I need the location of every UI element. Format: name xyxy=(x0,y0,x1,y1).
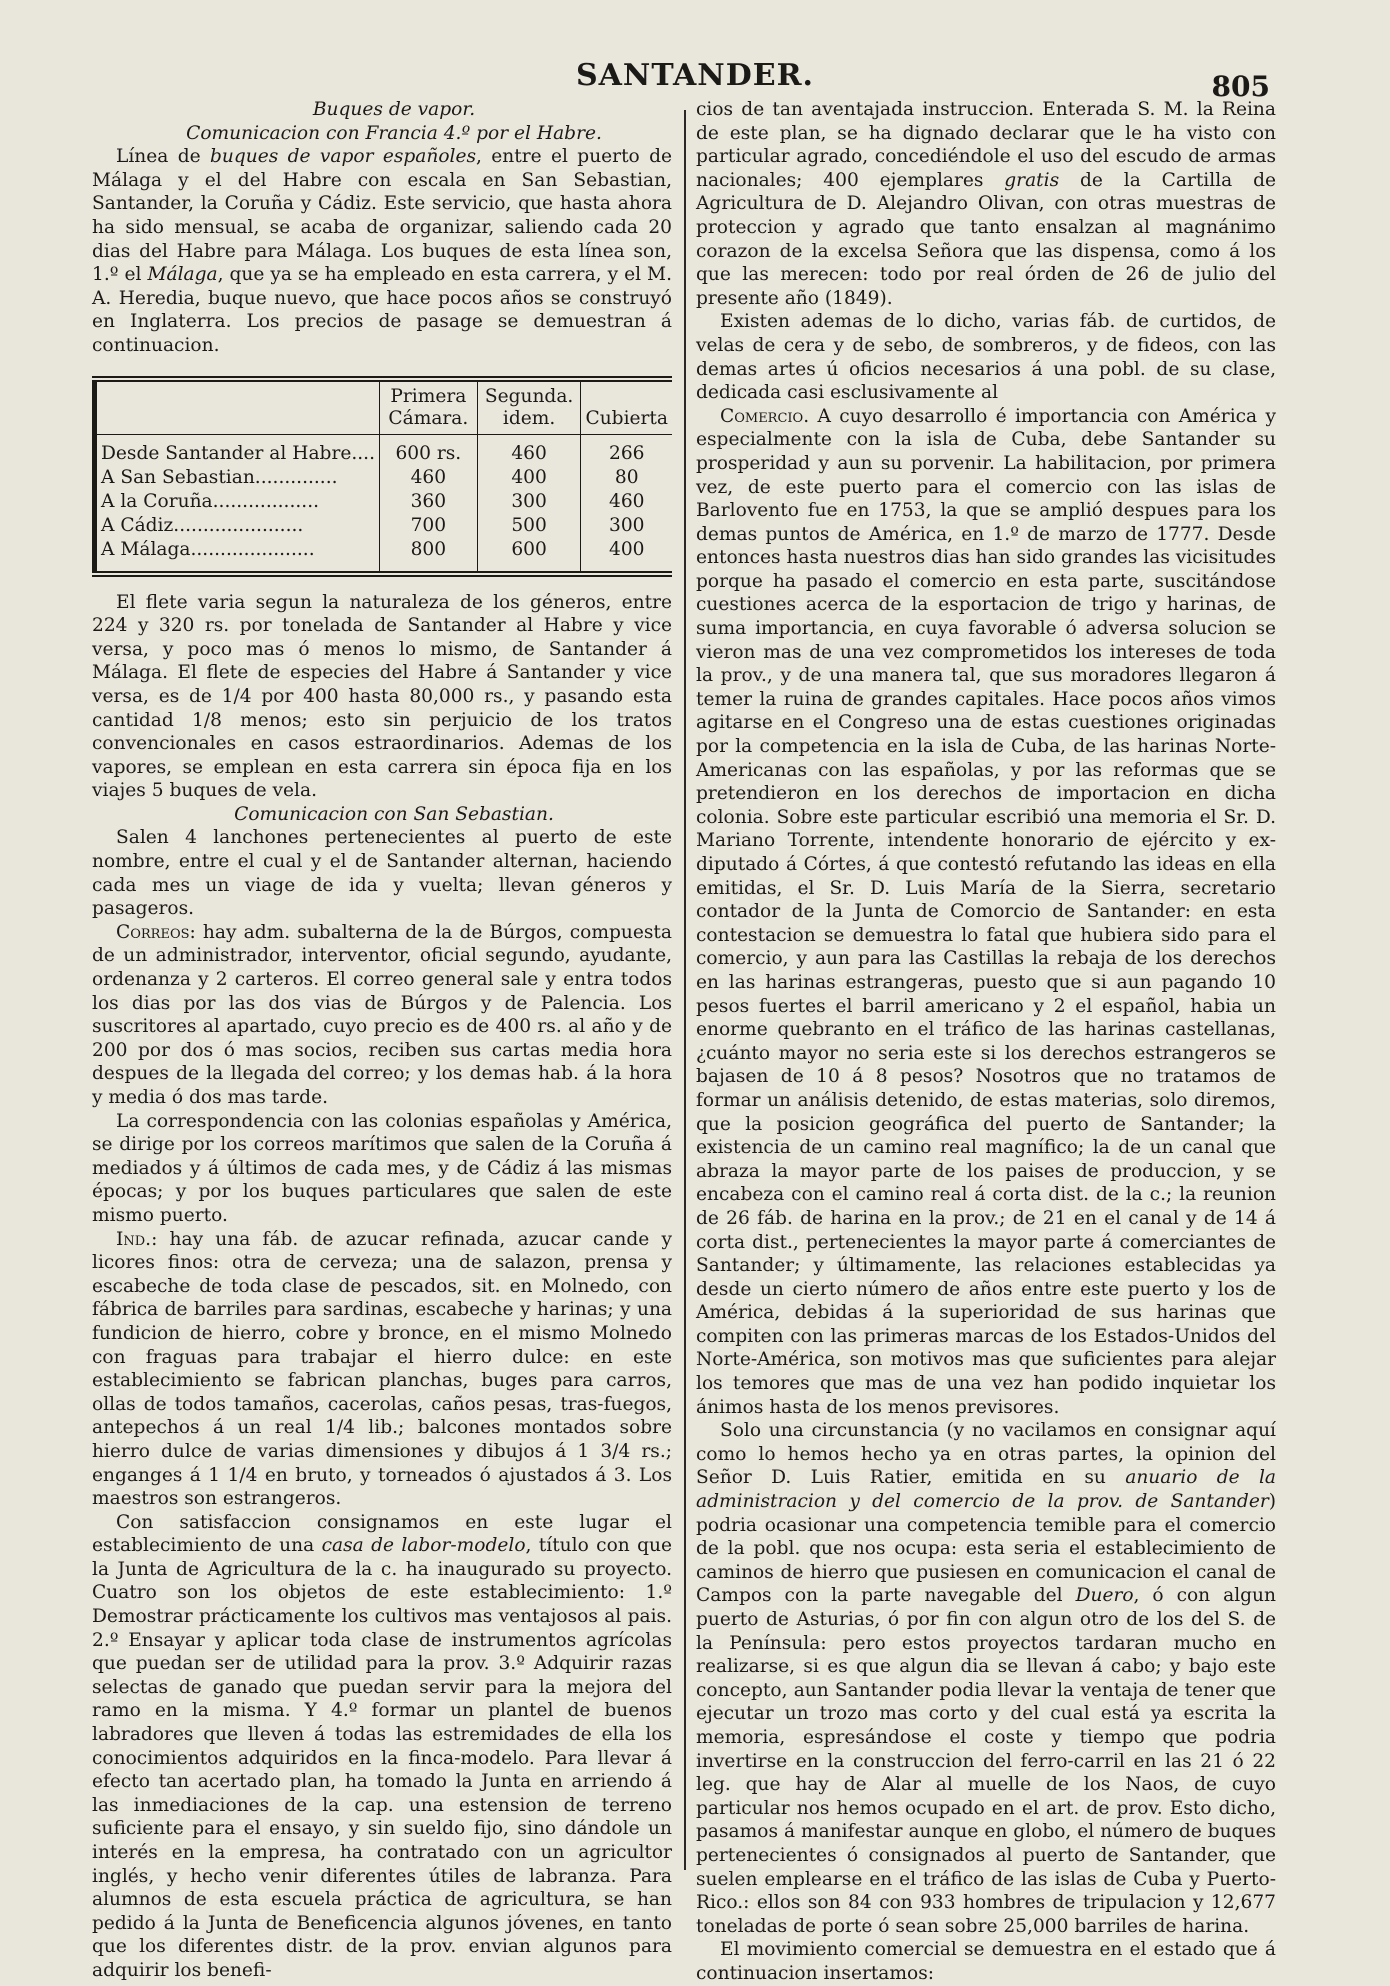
fare-cell: 400 xyxy=(581,538,672,574)
fare-cell: 400 xyxy=(477,466,581,490)
route-cell: A Cádiz...................... xyxy=(101,514,304,536)
paragraph-continuation: cios de tan aventajada instruccion. Enterada S. M. la Reina de este plan, se ha dignado declarar que le ha visto con particular agrado, concediéndole el uso del escudo de armas nacionales; 400 ejemplares gratis de la Cartilla de Agricultura de D. Alejandro Olivan, con otras muestras de proteccion y agrado que tanto ensalzan al magnánimo corazon de la excelsa Señora que las dispensa, como á los que las merecen: todo por real órden de 26 de julio del presente año (1849). xyxy=(696,99,1276,309)
paragraph-movimiento: El movimiento comercial se demuestra en el estado que á continuacion insertamos: xyxy=(696,1939,1276,1984)
paragraph-freight: El flete varia segun la naturaleza de los géneros, entre 224 y 320 rs. por tonelada de Santander al Habre y vice versa, y poco mas ó menos lo mismo, de Santander á Málaga. El flete de especies del Habre á Santander y vice versa, es de 1/4 por 400 hasta 80,000 rs., y pasando esta cantidad 1/8 menos; esto sin perjuicio de los tratos convencionales en casos estraordinarios. Ademas de los vapores, se emplean en esta carrera sin época fija en los viajes 5 buques de vela. xyxy=(92,591,672,802)
running-head: SANTANDER. xyxy=(575,58,814,93)
fare-header-deck: Cubierta xyxy=(581,379,672,435)
paragraph-comercio: Comercio. A cuyo desarrollo é importancia con América y especialmente con la isla de Cuba, debe Santander su prosperidad y aun su porvenir. La habilitacion, por primera vez, de este puerto para el comercio con las islas de Barlovento fue en 1753, la que se amplió despues para los demas puntos de América, en 1.º de marzo de 1777. Desde entonces hasta nuestros dias han sido grandes las vicisitudes porque ha pasado el comercio en esta parte, suscitándose cuestiones acerca de la esportacion de trigo y harinas, de suma importancia, en cuya favorable ó adversa solucion se vieron mas de una vez comprometidos los intereses de toda la prov., y de una manera tal, que sus moradores llegaron á temer la ruina de grandes capitales. Hace pocos años vimos agitarse en el Congreso una de estas cuestiones originadas por la competencia en la isla de Cuba, de las harinas Norte-Americanas con las españolas, y por las reformas que se pretendieron en los derechos de importacion en dicha colonia. Sobre este particular escribió una memoria el Sr. D. Mariano Torrente, intendente honorario de ejército y ex-diputado á Córtes, á que contestó refutando las ideas en ella emitidas, el Sr. D. Luis María de la Sierra, secretario contador de la Junta de Comorcio de Santander: en esta contestacion se demuestra lo fatal que hubiera sido para el comercio, y aun para las Castillas la rebaja de los derechos en las harinas estrangeras, puesto que si aun pagando 10 pesos fuertes el barril americano y 2 el español, habia un enorme quebranto en el tráfico de las harinas castellanas, ¿cuánto mayor no seria este si los derechos estrangeros se bajasen de 10 á 8 pesos? Nosotros que no tratamos de formar un análisis detenido, de estas materias, solo diremos, que la posicion geográfica del puerto de Santander; la existencia de un camino real magnífico; la de un canal que abraza la mayor parte de los paises de produccion, y se encabeza con el camino real á corta dist. de la c.; la reunion de 26 fáb. de harina en la prov.; de 21 en el canal y de 14 á corta dist., pertenecientes la mayor parte á comerciantes de Santander; y últimamente, las relaciones establecidas ya desde un cierto número de años entre este puerto y los de América, debidas á la superioridad de sus harinas que compiten con las primeras marcas de los Estados-Unidos del Norte-América, son motivos mas que suficientes para alejar los temores que mas de una vez han podido inquietar los ánimos hasta de los menos previsores. xyxy=(696,405,1276,1418)
table-row xyxy=(95,490,673,514)
fare-cell: 600 xyxy=(477,538,581,574)
paragraph-casa-labor: Con satisfaccion consignamos en este lugar el establecimiento de una casa de labor-modelo, título con que la Junta de Agricultura de la c. ha inaugurado su proyecto. Cuatro son los objetos de este establecimiento: 1.º Demostrar prácticamente los cultivos mas ventajosos al pais. 2.º Ensayar y aplicar toda clase de instrumentos agrícolas que puedan ser de utilidad para la prov. 3.º Adquirir razas selectas de ganado que puedan servir para la mejora del ramo en la misma. Y 4.º formar un plantel de buenos labradores que lleven á todas las estremidades de ella los conocimientos adquiridos en la finca-modelo. Para llevar á efecto tan acertado plan, ha tomado la Junta en arriendo á las inmediaciones de la cap. una estension de terreno suficiente para el ensayo, y sin sueldo fijo, sino dándole un interés en la empresa, ha contratado con un agricultor inglés, y hecho venir diferentes útiles de labranza. Para alumnos de esta escuela práctica de agricultura, se han pedido á la Junta de Beneficencia algunos jóvenes, en tanto que los diferentes distr. de la prov. envian algunos para adquirir los benefi- xyxy=(92,1511,672,1981)
paragraph-industria: Ind.: hay una fáb. de azucar refinada, azucar cande y licores finos: otra de cerveza; una de salazon, prensa y escabeche de toda clase de pescados, sit. en Molnedo, con fábrica de barriles para sardinas, escabeche y harinas; y una fundicion de hierro, cobre y bronce, en el mismo Molnedo con fraguas para trabajar el hierro dulce: en este establecimiento se fabrican planchas, buges para carros, ollas de todos tamaños, cacerolas, caños pesas, tras-fuegos, antepechos á un real 1/4 lib.; balcones montados sobre hierro dulce de varias dimensiones y dibujos á 1 3/4 rs.; enganges á 1 1/4 en bruto, y torneados ó ajustados á 3. Los maestros son estrangeros. xyxy=(92,1228,672,1510)
page-number: 805 xyxy=(1211,70,1270,103)
fare-cell: 500 xyxy=(477,514,581,538)
fare-cell: 460 xyxy=(380,466,478,490)
fare-cell: 460 xyxy=(581,490,672,514)
route-cell: A Málaga..................... xyxy=(101,538,315,560)
route-cell: Desde Santander al Habre.... xyxy=(101,442,375,464)
left-column xyxy=(92,98,672,1983)
fare-table-header xyxy=(95,379,673,435)
fare-cell: 360 xyxy=(380,490,478,514)
section-heading-france: Comunicacion con Francia 4.º por el Habre. xyxy=(186,122,602,144)
fare-header-first: Primera Cámara. xyxy=(380,379,478,435)
fare-cell: 80 xyxy=(581,466,672,490)
column-divider xyxy=(684,110,686,1870)
paragraph-fabricas: Existen ademas de lo dicho, varias fáb. de curtidos, de velas de cera y de sebo, de sombreros, y de fideos, con las demas artes ú oficios necesarios á una pobl. de su clase, dedicada casi esclusivamente al xyxy=(696,311,1276,404)
table-row xyxy=(95,514,673,538)
paragraph-correspondencia: La correspondencia con las colonias españolas y América, se dirige por los correos marítimos que salen de la Coruña á mediados y á últimos de cada mes, y de Cádiz á las mismas épocas; y por los buques particulares que salen de este mismo puerto. xyxy=(92,1110,672,1226)
fare-header-second: Segunda. idem. xyxy=(477,379,581,435)
fare-cell: 266 xyxy=(581,434,672,466)
section-heading-steamships: Buques de vapor. xyxy=(312,99,476,120)
right-column xyxy=(696,98,1276,1986)
paragraph-steam-line: Línea de buques de vapor españoles, entre el puerto de Málaga y el del Habre con escala en San Sebastian, Santander, la Coruña y Cádiz. Este servicio, que hasta ahora ha sido mensual, se acaba de organizar, saliendo cada 20 dias del Habre para Málaga. Los buques de esta línea son, 1.º el Málaga, que ya se ha empleado en esta carrera, y el M. A. Heredia, buque nuevo, que hace pocos años se construyó en Inglaterra. Los precios de pasage se demuestran á continuacion. xyxy=(92,146,672,356)
route-cell: A la Coruña.................. xyxy=(101,490,320,512)
route-cell: A San Sebastian.............. xyxy=(101,466,338,488)
paragraph-ferrocarril: Solo una circunstancia (y no vacilamos en consignar aquí como lo hemos hecho ya en otras partes, la opinion del Señor D. Luis Ratier, emitida en su anuario de la administracion y del comercio de la prov. de Santander) podria ocasionar una competencia temible para el comercio de la pobl. que nos ocupa: esta seria el establecimiento de caminos de hierro que pusiesen en comunicacion el canal de Campos con la parte navegable del Duero, ó con algun puerto de Asturias, ó por fin con algun otro de los del S. de la Península: pero estos proyectos tardaran mucho en realizarse, si es que algun dia se llevan á cabo; y bajo este concepto, aun Santander podia llevar la ventaja de tener que ejecutar un trozo mas corto y del cual está ya escrita la memoria, espresándose el coste y tiempo que podria invertirse en la construccion del ferro-carril en las 21 ó 22 leg. que hay de Alar al muelle de los Naos, de cuyo particular nos hemos ocupado en el art. de prov. Esto dicho, pasamos á manifestar aunque en globo, el número de buques pertenecientes ó consignados al puerto de Santander, que suelen emplearse en el tráfico de las islas de Cuba y Puerto-Rico.: ellos son 84 con 933 hombres de tripulacion y 12,677 toneladas de porte ó sean sobre 25,000 barriles de harina. xyxy=(696,1420,1276,1937)
table-row xyxy=(95,434,673,466)
fare-cell: 700 xyxy=(380,514,478,538)
section-heading-san-sebastian: Comunicacion con San Sebastian. xyxy=(234,803,554,825)
table-row xyxy=(95,538,673,574)
fare-cell: 600 rs. xyxy=(380,434,478,466)
fare-header-route xyxy=(95,379,380,435)
fare-cell: 300 xyxy=(477,490,581,514)
fare-table xyxy=(92,376,672,577)
fare-cell: 300 xyxy=(581,514,672,538)
fare-cell: 800 xyxy=(380,538,478,574)
fare-cell: 460 xyxy=(477,434,581,466)
paragraph-correos: Correos: hay adm. subalterna de la de Búrgos, compuesta de un administrador, interventor, oficial segundo, ayudante, ordenanza y 2 carteros. El correo general sale y entra todos los dias por las dos vias de Búrgos y de Palencia. Los suscritores al apartado, cuyo precio es de 400 rs. al año y de 200 por dos ó mas socios, reciben sus cartas media hora despues de la llegada del correo; y los demas hab. á la hora y media ó dos mas tarde. xyxy=(92,921,672,1108)
table-row xyxy=(95,466,673,490)
paragraph-lanchones: Salen 4 lanchones pertenecientes al puerto de este nombre, entre el cual y el de Santander alternan, haciendo cada mes un viage de ida y vuelta; llevan géneros y pasageros. xyxy=(92,827,672,920)
